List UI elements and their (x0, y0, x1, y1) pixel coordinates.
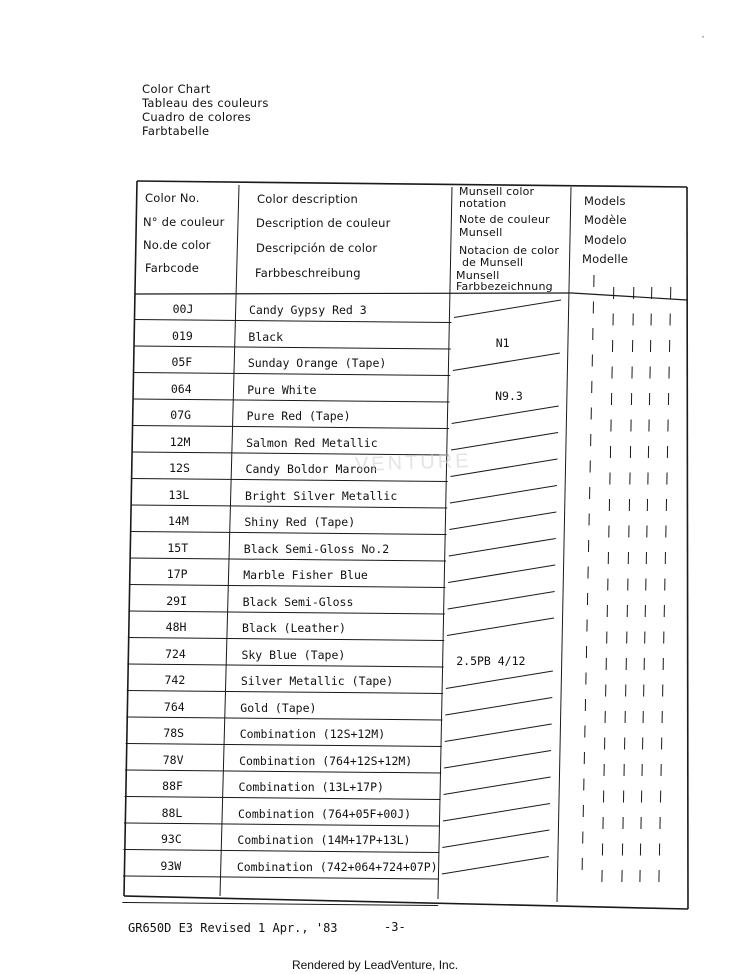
color-code: 29I (166, 593, 187, 608)
color-code: 07G (170, 408, 192, 422)
color-code: 00J (172, 302, 194, 316)
munsell-empty-slash (449, 512, 556, 530)
color-code: 17P (166, 567, 188, 581)
header-munsell-4: Notacion de color (459, 244, 560, 257)
table-top-border (137, 181, 687, 187)
render-credit: Rendered by LeadVenture, Inc. (291, 958, 459, 972)
header-munsell-0: Munsell color (459, 185, 535, 198)
color-code: 48H (165, 620, 187, 634)
munsell-notation: N9.3 (495, 388, 523, 403)
header-color-no-de: Farbcode (145, 261, 199, 275)
color-code: 742 (164, 673, 186, 687)
row-rule (128, 638, 444, 641)
row-rule (125, 770, 441, 773)
header-munsell-1: notation (459, 197, 507, 210)
row-rule (133, 399, 450, 402)
title-es: Cuadro de colores (142, 110, 252, 124)
title-de: Farbtabelle (142, 124, 210, 138)
munsell-empty-slash (442, 857, 549, 875)
header-munsell-6: Munsell (456, 269, 500, 282)
row-rule (127, 664, 443, 667)
row-rule (134, 320, 451, 323)
header-models-de: Modelle (582, 252, 629, 266)
title-fr: Tableau des couleurs (142, 96, 269, 110)
title-en: Color Chart (142, 82, 211, 96)
color-code: 12S (169, 461, 190, 475)
color-description: Marble Fisher Blue (243, 568, 368, 582)
row-rule (131, 479, 448, 482)
color-description: Pure Red (Tape) (246, 409, 351, 423)
color-code: 78S (163, 726, 185, 740)
color-code: 13L (168, 487, 190, 502)
color-code: 15T (167, 540, 189, 555)
document-footer: GR650D E3 Revised 1 Apr., '83 (128, 921, 338, 935)
color-code: 14M (167, 514, 189, 528)
color-code: 93W (160, 858, 182, 873)
munsell-empty-slash (446, 671, 553, 689)
color-description: Candy Boldor Maroon (245, 462, 378, 476)
color-code: 064 (170, 381, 192, 396)
table-right-border (687, 187, 688, 909)
color-code: 05F (171, 355, 193, 369)
color-description: Combination (12S+12M) (239, 727, 386, 741)
color-description: Silver Metallic (Tape) (240, 674, 394, 688)
table-bottom-border (124, 896, 688, 909)
munsell-notation: 2.5PB 4/12 (456, 653, 526, 668)
color-description: Candy Gypsy Red 3 (249, 303, 367, 317)
color-code: 88L (161, 805, 183, 820)
row-rule (133, 373, 450, 376)
color-description: Combination (742+064+724+07P) (236, 859, 438, 874)
header-description-es: Descripción de color (256, 241, 378, 255)
color-code: 93C (161, 832, 182, 846)
munsell-empty-slash (445, 724, 552, 742)
color-description: Combination (13L+17P) (238, 780, 384, 794)
header-description-de: Farbbeschreibung (255, 266, 361, 280)
munsell-empty-slash (444, 777, 551, 795)
color-description: Sky Blue (Tape) (241, 647, 346, 662)
color-description: Combination (764+12S+12M) (239, 753, 413, 768)
row-rule (130, 532, 447, 535)
munsell-empty-slash (454, 300, 561, 318)
row-rule (134, 346, 451, 349)
munsell-empty-slash (442, 830, 549, 848)
munsell-empty-slash (449, 539, 556, 557)
color-description: Black Semi-Gloss No.2 (243, 541, 390, 556)
color-description: Shiny Red (Tape) (244, 515, 356, 529)
header-color-no-es: No.de color (143, 238, 211, 252)
header-munsell-2: Note de couleur (459, 213, 550, 226)
row-rule (129, 585, 445, 588)
munsell-empty-slash (447, 618, 554, 636)
color-description: Salmon Red Metallic (246, 435, 378, 450)
row-rule (130, 558, 447, 561)
header-models-en: Models (584, 194, 626, 208)
munsell-empty-slash (451, 433, 558, 451)
color-description: Combination (14M+17P+13L) (237, 833, 411, 847)
row-rule (128, 611, 444, 614)
munsell-empty-slash (443, 804, 550, 822)
row-rule (127, 691, 443, 694)
color-code: 88F (162, 779, 183, 793)
header-models-es: Modelo (584, 233, 627, 247)
row-rule (124, 823, 440, 826)
col-sep-code (220, 185, 239, 896)
color-code: 764 (163, 699, 185, 714)
munsell-notation: N1 (495, 335, 510, 350)
color-code: 12M (169, 434, 191, 449)
header-bottom-rule-models (572, 293, 687, 300)
page-number: -3- (384, 920, 406, 934)
munsell-empty-slash (445, 698, 552, 716)
color-description: Black (Leather) (242, 621, 346, 635)
row-rule (125, 797, 441, 800)
row-rule (123, 850, 439, 853)
header-bottom-rule (135, 293, 572, 294)
color-description: Black (248, 329, 284, 344)
row-rule (126, 744, 442, 747)
color-description: Combination (764+05F+00J) (237, 806, 412, 821)
header-color-no-fr: N° de couleur (143, 215, 225, 229)
color-description: Gold (Tape) (240, 700, 317, 715)
col-sep-munsell (557, 187, 571, 902)
color-description: Sunday Orange (Tape) (247, 356, 387, 370)
scan-speck: · (700, 32, 707, 43)
munsell-empty-slash (450, 486, 557, 504)
header-munsell-5: de Munsell (462, 256, 524, 269)
header-description-en: Color description (257, 192, 359, 206)
munsell-empty-slash (448, 565, 555, 583)
munsell-empty-slash (448, 592, 555, 610)
row-rule (131, 505, 448, 508)
row-rule (126, 717, 442, 720)
munsell-empty-slash (453, 353, 560, 371)
color-code: 019 (172, 328, 193, 343)
header-color-no-en: Color No. (145, 191, 200, 205)
header-models-fr: Modèle (584, 213, 627, 227)
munsell-empty-slash (452, 406, 559, 424)
color-description: Black Semi-Gloss (242, 594, 354, 609)
header-munsell-7: Farbbezeichnung (456, 280, 553, 293)
header-munsell-3: Munsell (459, 226, 503, 239)
color-description: Pure White (247, 382, 317, 397)
row-rule (132, 426, 449, 429)
row-rule (123, 876, 439, 879)
munsell-empty-slash (444, 751, 551, 769)
header-description-fr: Description de couleur (256, 216, 391, 230)
watermark: VENTURE (354, 449, 472, 477)
color-code: 724 (165, 646, 186, 661)
color-description: Bright Silver Metallic (244, 488, 398, 503)
color-code: 78V (162, 752, 184, 767)
